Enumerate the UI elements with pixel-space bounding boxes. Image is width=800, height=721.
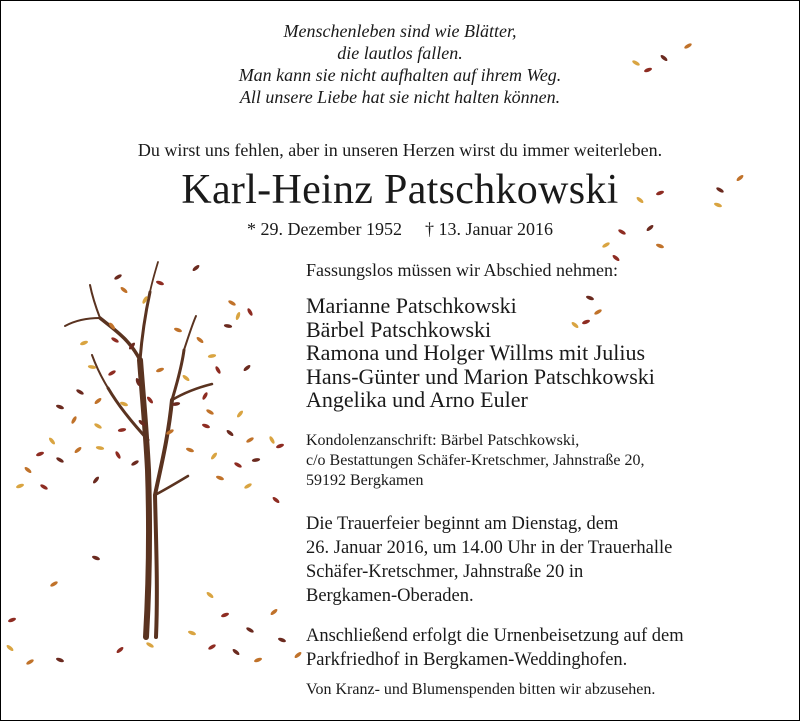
motto: Du wirst uns fehlen, aber in unseren Herzen wirst du immer weiterleben.: [137, 140, 663, 160]
leaf-icon: [155, 280, 164, 286]
life-dates: [0, 219, 800, 240]
leaf-icon: [96, 445, 105, 450]
leaf-icon: [214, 365, 221, 374]
leaf-icon: [173, 327, 182, 333]
leaf-icon: [6, 644, 15, 652]
leaf-icon: [232, 648, 241, 656]
leaf-icon: [252, 457, 261, 462]
leaf-icon: [270, 608, 279, 616]
funeral-line: Die Trauerfeier beginnt am Dienstag, dem: [306, 514, 619, 534]
leaf-icon: [107, 369, 116, 376]
leaf-icon: [272, 496, 281, 504]
leaf-icon: [49, 580, 58, 587]
mourners-list: [306, 294, 655, 412]
leaf-icon: [145, 641, 154, 648]
leaf-icon: [187, 630, 196, 636]
leaf-icon: [233, 461, 242, 468]
leaf-icon: [215, 475, 224, 481]
tree-branch: [90, 285, 100, 318]
leaf-icon: [253, 657, 262, 663]
leaf-icon: [116, 646, 125, 654]
leaf-icon: [294, 651, 303, 659]
tree-branch: [184, 316, 196, 350]
leaf-icon: [92, 476, 100, 485]
funeral-line: Bergkamen-Oberaden.: [306, 586, 474, 606]
tree-branch: [150, 262, 158, 292]
funeral-info: [306, 512, 672, 608]
poem-line: All unsere Liebe hat sie nicht halten können.: [239, 87, 561, 107]
poem-line: Menschenleben sind wie Blätter,: [283, 21, 517, 41]
leaf-icon: [201, 423, 210, 429]
leaf-icon: [118, 427, 127, 432]
leaf-icon: [226, 429, 235, 437]
leaf-icon: [155, 367, 164, 373]
leaf-icon: [120, 286, 129, 294]
leaf-icon: [205, 408, 214, 415]
leaf-icon: [243, 364, 252, 372]
leaf-icon: [146, 396, 154, 405]
leaf-icon: [24, 466, 33, 474]
leaf-icon: [275, 443, 284, 449]
leaf-icon: [243, 482, 252, 489]
burial-line: Anschließend erfolgt die Urnenbeisetzung auf dem: [306, 626, 684, 646]
birth-date: * 29. Dezember 1952: [247, 219, 402, 239]
leaf-icon: [236, 410, 244, 419]
leaf-icon: [7, 617, 16, 623]
mourner-name: Hans-Günter und Marion Patschkowski: [306, 363, 655, 389]
farewell-intro: Fassungslos müssen wir Abschied nehmen:: [306, 260, 618, 280]
poem: [0, 20, 800, 108]
leaf-icon: [210, 452, 218, 461]
mourner-name: Marianne Patschkowski: [306, 293, 517, 318]
leaf-icon: [245, 626, 254, 633]
leaf-icon: [208, 353, 217, 358]
leaf-icon: [39, 483, 48, 490]
tree-trunk: [140, 360, 149, 637]
leaf-icon: [277, 637, 286, 643]
leaf-icon: [192, 264, 201, 272]
address-line: Kondolenzanschrift: Bärbel Patschkowski,: [306, 432, 580, 449]
mourner-name: Angelika und Arno Euler: [306, 387, 528, 412]
tree-branch: [65, 318, 100, 326]
leaf-icon: [79, 340, 88, 346]
leaf-icon: [201, 391, 208, 400]
address-line: 59192 Bergkamen: [306, 472, 424, 489]
leaf-icon: [74, 446, 83, 454]
leaf-icon: [224, 323, 233, 328]
burial-line: Parkfriedhof in Bergkamen-Weddinghofen.: [306, 650, 628, 670]
leaf-icon: [25, 658, 34, 665]
funeral-line: 26. Januar 2016, um 14.00 Uhr in der Trauerhalle: [306, 538, 673, 558]
funeral-line: Schäfer-Kretschmer, Jahnstraße 20 in: [306, 562, 584, 582]
tree-branch: [100, 318, 140, 360]
leaf-icon: [15, 483, 24, 489]
leaf-icon: [91, 555, 100, 561]
leaf-icon: [268, 435, 275, 444]
death-date: † 13. Januar 2016: [424, 219, 553, 239]
leaf-icon: [114, 450, 121, 459]
leaf-icon: [48, 437, 56, 446]
leaf-icon: [196, 336, 205, 344]
leaf-icon: [93, 422, 102, 429]
leaf-icon: [55, 404, 64, 410]
leaf-icon: [601, 241, 610, 248]
leaf-icon: [55, 456, 64, 463]
tree-branch: [92, 355, 108, 388]
leaf-icon: [35, 451, 44, 457]
deceased-name: Karl-Heinz Patschkowski: [181, 167, 619, 213]
leaf-icon: [75, 388, 84, 395]
leaf-icon: [227, 299, 236, 306]
mourner-name: Ramona und Holger Willms mit Julius: [306, 340, 646, 365]
leaf-icon: [94, 397, 103, 405]
leaf-icon: [185, 447, 194, 453]
leaf-icon: [245, 436, 254, 443]
condolence-address: [306, 431, 644, 491]
flower-note: Von Kranz- und Blumenspenden bitten wir abzusehen.: [306, 681, 656, 698]
leaf-icon: [130, 459, 139, 466]
leaf-icon: [182, 374, 191, 382]
leaf-icon: [113, 273, 122, 280]
leaf-icon: [220, 612, 229, 618]
leaf-icon: [207, 643, 216, 650]
leaf-icon: [235, 311, 241, 320]
address-line: c/o Bestattungen Schäfer-Kretschmer, Jahnstraße 20,: [306, 452, 645, 469]
mourner-name: Bärbel Patschkowski: [306, 316, 492, 342]
tree-branch: [172, 350, 184, 400]
leaf-icon: [110, 336, 119, 343]
leaf-icon: [655, 243, 664, 249]
burial-info: [306, 624, 684, 672]
poem-line: die lautlos fallen.: [337, 43, 463, 63]
poem-line: Man kann sie nicht aufhalten auf ihrem Weg.: [238, 65, 562, 85]
leaf-icon: [206, 591, 215, 599]
leaf-icon: [246, 307, 253, 316]
leaf-icon: [70, 415, 77, 424]
leaf-icon: [55, 657, 64, 663]
tree-trunk-right: [155, 400, 172, 637]
